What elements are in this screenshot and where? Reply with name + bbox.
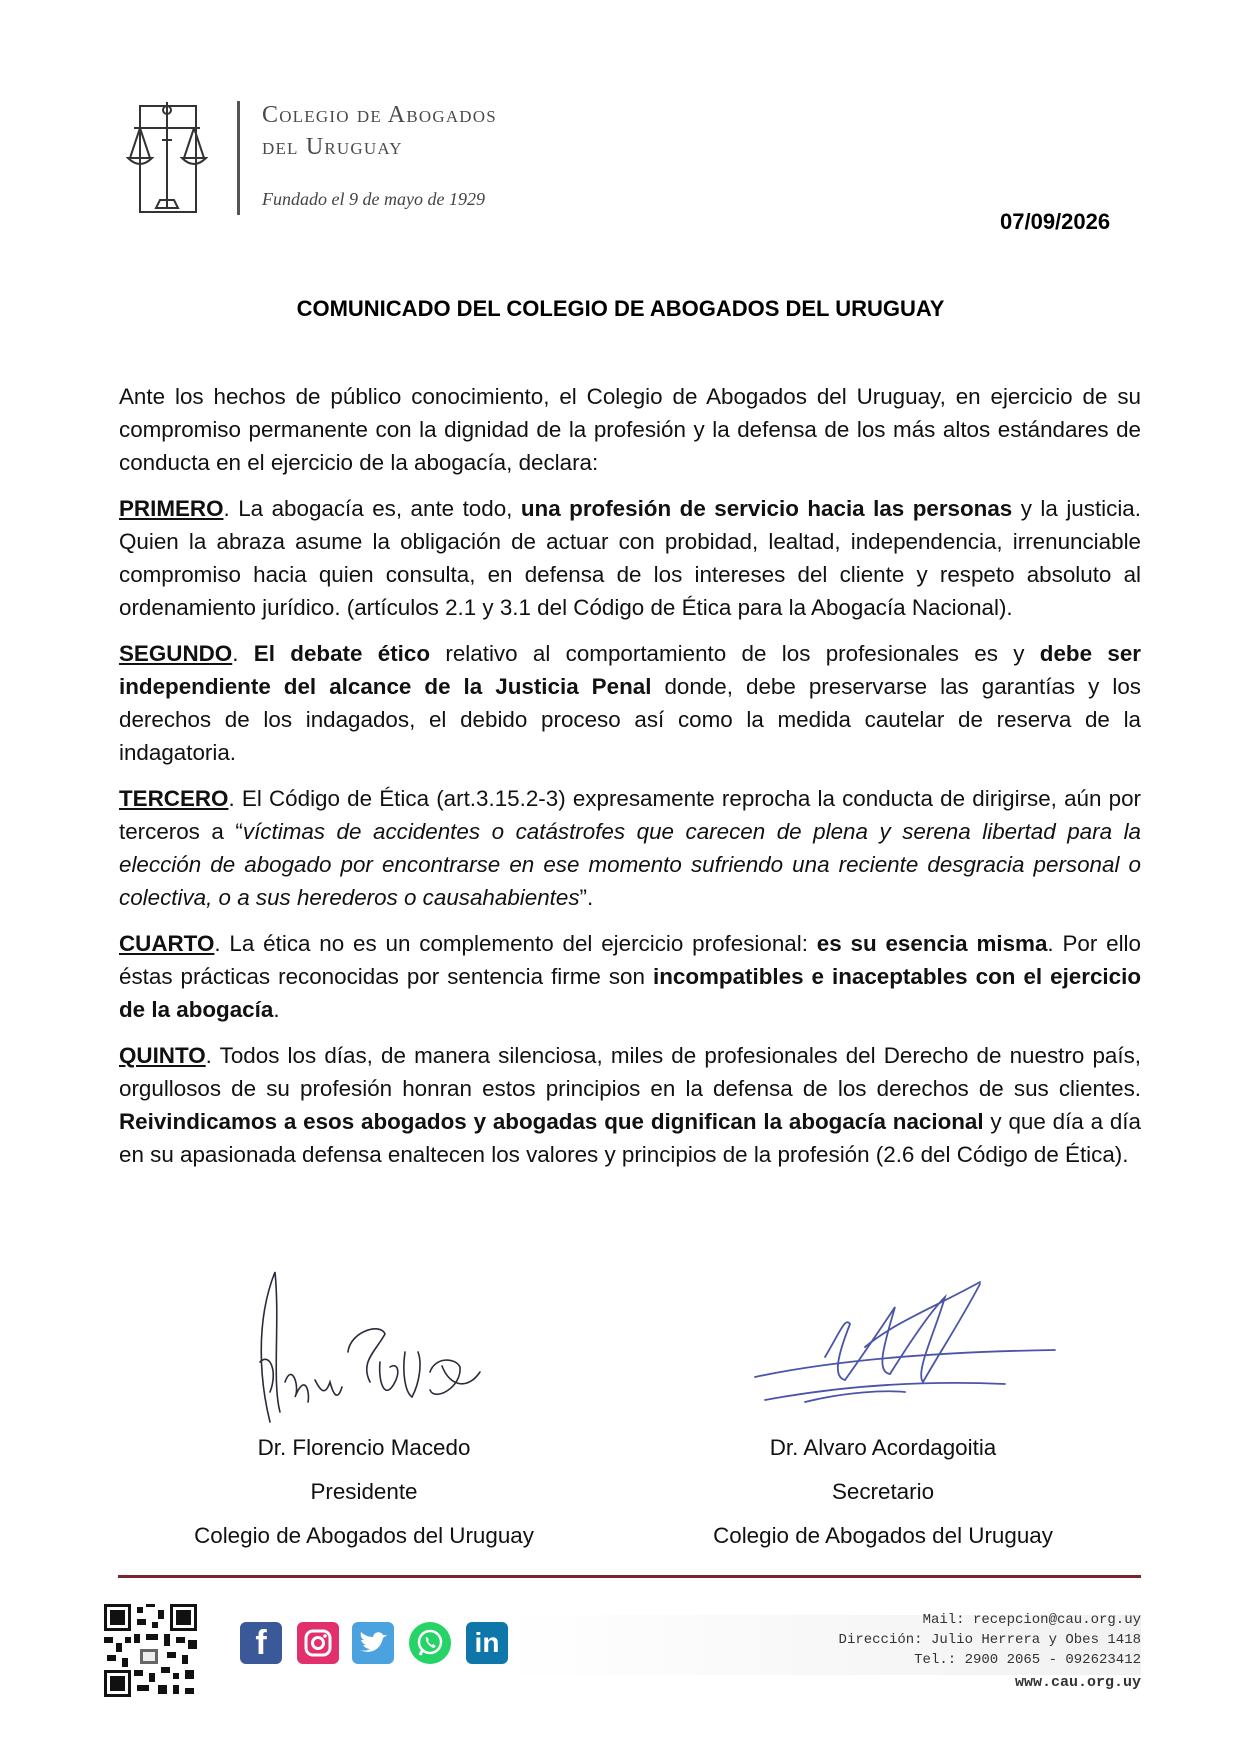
paragraph-text: ”.: [579, 885, 594, 910]
paragraph-label: QUINTO: [119, 1043, 206, 1068]
org-founded: Fundado el 9 de mayo de 1929: [262, 189, 485, 209]
paragraph-text: y que día a día en su apasionada defensa enaltecen los valores y principios de la profesión (2.6 del Código de Ética).: [119, 1109, 1141, 1167]
signature-block-right: [633, 1426, 1133, 1558]
intro-paragraph: Ante los hechos de público conocimiento, el Colegio de Abogados del Uruguay, en ejercicio de su compromiso permanente con la dignidad de la profesión y la defensa de los más altos estándares de conducta en el ejercicio de la abogacía, declara:: [119, 384, 1141, 475]
paragraph-text: donde, debe preservarse las garantías y los derechos de los indagados, el debido proceso así como la medida cautelar de reserva de la indagatoria.: [119, 674, 1141, 765]
scales-of-justice-icon: [126, 100, 208, 218]
signatory-role: Secretario: [831, 1479, 935, 1504]
paragraph-cuarto: [119, 927, 1141, 1026]
twitter-icon[interactable]: [352, 1622, 394, 1664]
paragraph-label: CUARTO: [119, 931, 215, 956]
signatory-role: Presidente: [310, 1479, 418, 1504]
instagram-icon[interactable]: [297, 1622, 339, 1664]
paragraph-quinto: [119, 1039, 1141, 1171]
whatsapp-icon[interactable]: [409, 1622, 451, 1664]
facebook-icon[interactable]: f: [240, 1622, 282, 1664]
qr-code-icon[interactable]: [104, 1604, 197, 1697]
contact-mail[interactable]: Mail: recepcion@cau.org.uy: [922, 1612, 1141, 1628]
paragraph-emphasis: debe ser independiente del alcance de la Justicia Penal: [119, 641, 1141, 699]
paragraph-text: .: [232, 641, 254, 666]
linkedin-icon[interactable]: in: [466, 1622, 508, 1664]
letterhead-divider: [237, 101, 240, 215]
paragraph-text: relativo al comportamiento de los profesionales es y: [430, 641, 1040, 666]
signatory-org: Colegio de Abogados del Uruguay: [713, 1523, 1053, 1548]
whatsapp-glyph: [415, 1628, 445, 1658]
paragraph-emphasis: incompatibles e inaceptables con el ejercicio de la abogacía: [119, 964, 1141, 1022]
paragraph-text: . La abogacía es, ante todo,: [223, 496, 521, 521]
signatory-name: Dr. Florencio Macedo: [257, 1435, 471, 1460]
paragraph-quote: víctimas de accidentes o catástrofes que carecen de plena y serena libertad para la elección de abogado por encontrarse en ese momento sufriendo una reciente desgracia personal o colectiva, o a sus herederos o causahabientes: [119, 819, 1142, 910]
paragraph-emphasis: una profesión de servicio hacia las personas: [520, 496, 1013, 521]
contact-phone: Tel.: 2900 2065 - 092623412: [914, 1652, 1141, 1668]
paragraph-emphasis: El debate ético: [253, 641, 431, 666]
org-name-line1: Colegio de Abogados: [262, 102, 497, 128]
paragraph-text: . Todos los días, de manera silenciosa, miles de profesionales del Derecho de nuestro país, orgullosos de su profesión honran estos principios en la defensa de los derechos de sus clientes.: [119, 1043, 1141, 1101]
document-body: [119, 380, 1141, 1184]
paragraph-label: SEGUNDO: [119, 641, 233, 666]
signature-right: [745, 1262, 1065, 1417]
paragraph-emphasis: Reivindicamos a esos abogados y abogadas que dignifican la abogacía nacional: [119, 1109, 984, 1134]
document-title: COMUNICADO DEL COLEGIO DE ABOGADOS DEL URUGUAY: [296, 296, 945, 321]
signature-left: [230, 1262, 500, 1432]
paragraph-tercero: [119, 782, 1141, 914]
paragraph-text: .: [273, 997, 280, 1022]
paragraph-text: . La ética no es un complemento del ejercicio profesional:: [214, 931, 817, 956]
contact-website[interactable]: www.cau.org.uy: [1014, 1674, 1141, 1691]
signatory-org: Colegio de Abogados del Uruguay: [194, 1523, 534, 1548]
paragraph-primero: [119, 492, 1141, 624]
footer-rule: [118, 1575, 1141, 1578]
paragraph-label: TERCERO: [119, 786, 229, 811]
signature-block-left: [114, 1426, 614, 1558]
paragraph-text: . Por ello éstas prácticas reconocidas por sentencia firme son: [119, 931, 1141, 989]
paragraph-label: PRIMERO: [119, 496, 224, 521]
paragraph-emphasis: es su esencia misma: [816, 931, 1048, 956]
contact-address: Dirección: Julio Herrera y Obes 1418: [838, 1632, 1141, 1648]
org-name-line2: del Uruguay: [262, 134, 403, 160]
paragraph-text: y la justicia. Quien la abraza asume la obligación de actuar con probidad, lealtad, independencia, irrenunciable compromiso hacia quien consulta, en defensa de los intereses del cliente y respeto absoluto al ordenamiento jurídico. (artículos 2.1 y 3.1 del Código de Ética para la Abogacía Nacional).: [119, 496, 1141, 620]
paragraph-text: . El Código de Ética (art.3.15.2-3) expresamente reprocha la conducta de dirigirse, aún por terceros a “: [119, 786, 1141, 844]
paragraph-segundo: [119, 637, 1141, 769]
twitter-glyph: [358, 1630, 388, 1656]
signatory-name: Dr. Alvaro Acordagoitia: [769, 1435, 997, 1460]
instagram-glyph: [303, 1628, 333, 1658]
document-date: 07/09/2026: [1000, 209, 1111, 234]
